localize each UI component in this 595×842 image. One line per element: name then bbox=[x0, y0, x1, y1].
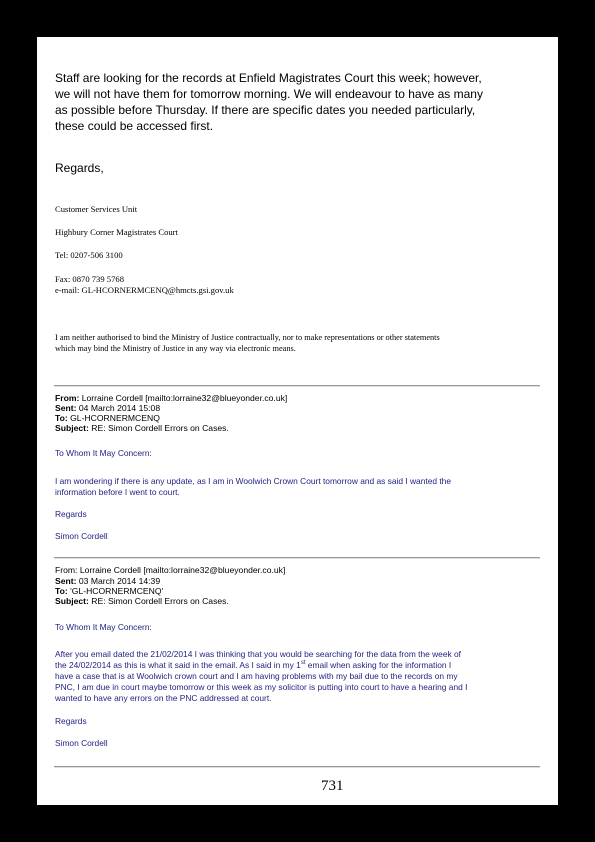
email2-body-line-1: After you email dated the 21/02/2014 I was thinking that you would be searching for the data from the week of bbox=[55, 649, 461, 659]
email2-from-value: Lorraine Cordell [mailto:lorraine32@blueyonder.co.uk] bbox=[77, 565, 286, 575]
intro-line-2: we will not have them for tomorrow morning. We will endeavour to have as many bbox=[55, 87, 483, 101]
email2-sent-value: 03 March 2014 14:39 bbox=[76, 576, 161, 586]
email1-subject-label: Subject: bbox=[55, 423, 89, 433]
email2-subject-label: Subject: bbox=[55, 596, 89, 606]
email1-from-label: From: bbox=[55, 393, 80, 403]
email1-subject-value: RE: Simon Cordell Errors on Cases. bbox=[88, 423, 229, 433]
email2-body-line-3: have a case that is at Woolwich crown court and I am having problems with my bail due to the records on my bbox=[55, 671, 458, 681]
email2-body-line-2-end: email when asking for the information I bbox=[305, 660, 452, 670]
email2-name: Simon Cordell bbox=[55, 738, 108, 748]
email1-to-value: GL-HCORNERMCENQ bbox=[67, 413, 160, 423]
email2-from bbox=[55, 566, 285, 576]
email1-subject bbox=[55, 424, 229, 434]
email2-body-line-4: PNC, I am due in court maybe tomorrow or this week as my solicitor is putting into court to have a hearing and I bbox=[55, 682, 468, 692]
email2-regards: Regards bbox=[55, 716, 87, 726]
separator-rule bbox=[54, 385, 540, 387]
email2-body-line-2 bbox=[55, 660, 451, 670]
email2-body-line-2-start: the 24/02/2014 as this is what it said in the email. As I said in my 1 bbox=[55, 660, 301, 670]
disclaimer-line-2: which may bind the Ministry of Justice in any way via electronic means. bbox=[55, 344, 296, 353]
email2-to-value: 'GL-HCORNERMCENQ' bbox=[67, 586, 164, 596]
page-number: 731 bbox=[321, 778, 344, 794]
email1-sent-label: Sent: bbox=[55, 403, 77, 413]
email1-body-line-2: information before I went to court. bbox=[55, 487, 180, 497]
email1-from-value: Lorraine Cordell [mailto:lorraine32@blueyonder.co.uk] bbox=[79, 393, 288, 403]
signature-court: Highbury Corner Magistrates Court bbox=[55, 227, 178, 237]
email2-body-line-5: wanted to have any errors on the PNC addressed at court. bbox=[55, 693, 272, 703]
signature-email: e-mail: GL-HCORNERMCENQ@hmcts.gsi.gov.uk bbox=[55, 285, 234, 295]
email2-body-line-2-sup: st bbox=[300, 660, 306, 667]
signature-tel: Tel: 0207-506 3100 bbox=[55, 250, 123, 260]
signature-fax: Fax: 0870 739 5768 bbox=[55, 274, 124, 284]
email1-regards: Regards bbox=[55, 509, 87, 519]
email2-sent-label: Sent: bbox=[55, 576, 77, 586]
regards-text: Regards, bbox=[55, 161, 104, 175]
intro-line-3: as possible before Thursday. If there are specific dates you needed particularly, bbox=[55, 103, 476, 117]
email1-greeting: To Whom It May Concern: bbox=[55, 448, 152, 458]
email2-greeting: To Whom It May Concern: bbox=[55, 622, 152, 632]
email2-from-label: From: bbox=[55, 565, 78, 575]
document-page bbox=[37, 37, 558, 805]
email1-body-line-1: I am wondering if there is any update, as I am in Woolwich Crown Court tomorrow and as said I wanted the bbox=[55, 476, 451, 486]
signature-unit: Customer Services Unit bbox=[55, 204, 138, 214]
intro-line-4: these could be accessed first. bbox=[55, 119, 214, 133]
disclaimer-line-1: I am neither authorised to bind the Ministry of Justice contractually, nor to make representations or other statements bbox=[55, 333, 440, 342]
email2-to-label: To: bbox=[55, 586, 68, 596]
separator-rule bbox=[54, 557, 540, 559]
email1-to-label: To: bbox=[55, 413, 68, 423]
email2-subject bbox=[55, 597, 229, 607]
intro-line-1: Staff are looking for the records at Enfield Magistrates Court this week; however, bbox=[55, 71, 482, 85]
email1-name: Simon Cordell bbox=[55, 531, 108, 541]
email1-sent-value: 04 March 2014 15:08 bbox=[76, 403, 161, 413]
separator-rule bbox=[54, 766, 540, 768]
email2-subject-value: RE: Simon Cordell Errors on Cases. bbox=[88, 596, 229, 606]
